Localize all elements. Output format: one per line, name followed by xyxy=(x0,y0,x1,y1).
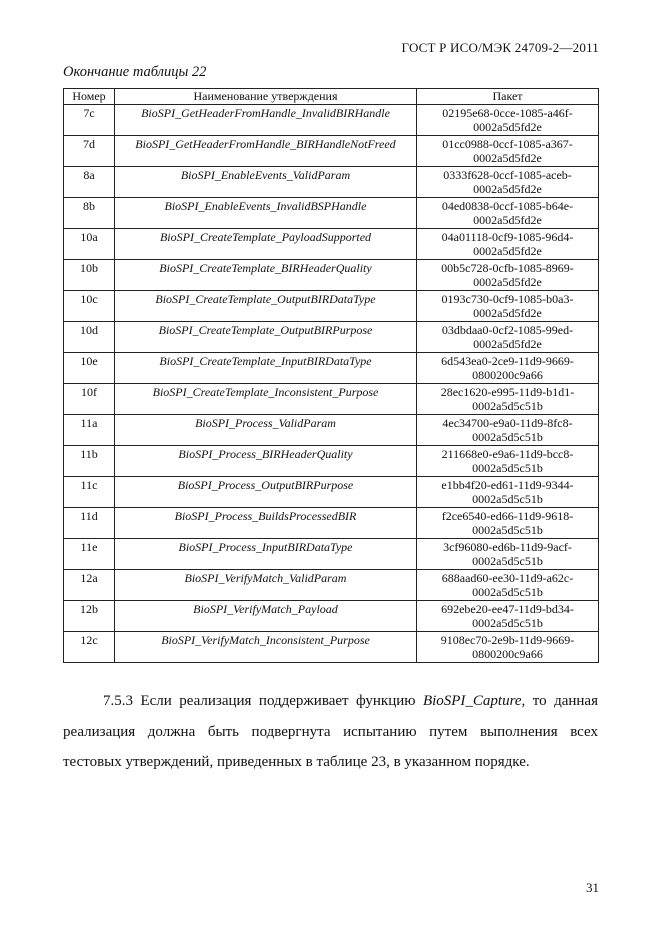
package-id xyxy=(417,538,599,569)
assertion-name: BioSPI_GetHeaderFromHandle_InvalidBIRHandle xyxy=(115,104,417,135)
row-number: 10c xyxy=(64,290,115,321)
package-id xyxy=(417,507,599,538)
paragraph-text-part2: , то данная реализация должна быть подвергнута испытанию путем выполнения всех тестовых утверждений, приведенных в таблице 23, в указанном порядке. xyxy=(63,693,598,770)
package-id-line2: 0002a5d5fd2e xyxy=(473,306,542,320)
package-id xyxy=(417,259,599,290)
package-id-line2: 0002a5d5c51b xyxy=(472,523,543,537)
row-number: 10e xyxy=(64,352,115,383)
row-number: 11b xyxy=(64,445,115,476)
assertion-name: BioSPI_EnableEvents_InvalidBSPHandle xyxy=(115,197,417,228)
column-header-package: Пакет xyxy=(417,89,599,105)
package-id-line2: 0002a5d5c51b xyxy=(472,585,543,599)
assertion-name: BioSPI_EnableEvents_ValidParam xyxy=(115,166,417,197)
package-id-line1: 9108ec70-2e9b-11d9-9669- xyxy=(440,632,575,647)
package-id xyxy=(417,383,599,414)
assertion-name: BioSPI_GetHeaderFromHandle_BIRHandleNotFreed xyxy=(115,135,417,166)
package-id xyxy=(417,166,599,197)
package-id-line2: 0002a5d5c51b xyxy=(472,554,543,568)
table-row xyxy=(64,569,599,600)
row-number: 11d xyxy=(64,507,115,538)
assertion-name: BioSPI_Process_BuildsProcessedBIR xyxy=(115,507,417,538)
page-number: 31 xyxy=(586,880,599,895)
row-number: 11e xyxy=(64,538,115,569)
column-header-number: Номер xyxy=(64,89,115,105)
row-number: 11c xyxy=(64,476,115,507)
package-id xyxy=(417,445,599,476)
table-row xyxy=(64,414,599,445)
table-row xyxy=(64,228,599,259)
row-number: 7c xyxy=(64,104,115,135)
table-caption: Окончание таблицы 22 xyxy=(63,64,207,80)
package-id-line2: 0800200c9a66 xyxy=(472,647,543,661)
package-id xyxy=(417,600,599,631)
table-row xyxy=(64,259,599,290)
assertion-name: BioSPI_CreateTemplate_PayloadSupported xyxy=(115,228,417,259)
row-number: 7d xyxy=(64,135,115,166)
package-id-line1: f2ce6540-ed66-11d9-9618- xyxy=(441,508,574,523)
package-id xyxy=(417,135,599,166)
column-header-assertion-name: Наименование утверждения xyxy=(115,89,417,105)
table-row xyxy=(64,476,599,507)
row-number: 12a xyxy=(64,569,115,600)
package-id xyxy=(417,631,599,662)
assertion-name: BioSPI_VerifyMatch_Payload xyxy=(115,600,417,631)
package-id xyxy=(417,476,599,507)
row-number: 8a xyxy=(64,166,115,197)
assertion-name: BioSPI_CreateTemplate_OutputBIRPurpose xyxy=(115,321,417,352)
package-id xyxy=(417,104,599,135)
table-row xyxy=(64,321,599,352)
assertions-table xyxy=(63,88,599,663)
table-body xyxy=(64,104,599,662)
assertion-name: BioSPI_CreateTemplate_Inconsistent_Purpose xyxy=(115,383,417,414)
table-row xyxy=(64,352,599,383)
package-id-line2: 0002a5d5fd2e xyxy=(473,244,542,258)
package-id-line1: 0333f628-0ccf-1085-aceb- xyxy=(443,167,572,182)
package-id-line1: 28ec1620-e995-11d9-b1d1- xyxy=(440,384,575,399)
table-header-row xyxy=(64,89,599,105)
assertion-name: BioSPI_VerifyMatch_Inconsistent_Purpose xyxy=(115,631,417,662)
package-id-line1: 04ed0838-0ccf-1085-b64e- xyxy=(441,198,574,213)
row-number: 11a xyxy=(64,414,115,445)
package-id-line1: e1bb4f20-ed61-11d9-9344- xyxy=(441,477,574,492)
document-header: ГОСТ Р ИСО/МЭК 24709-2—2011 xyxy=(401,40,599,55)
package-id-line1: 688aad60-ee30-11d9-a62c- xyxy=(441,570,574,585)
row-number: 10f xyxy=(64,383,115,414)
assertion-name: BioSPI_Process_BIRHeaderQuality xyxy=(115,445,417,476)
paragraph-text-part1: 7.5.3 Если реализация поддерживает функцию xyxy=(103,693,423,709)
assertion-name: BioSPI_CreateTemplate_OutputBIRDataType xyxy=(115,290,417,321)
table-row xyxy=(64,104,599,135)
table-row xyxy=(64,290,599,321)
package-id-line2: 0002a5d5c51b xyxy=(472,492,543,506)
package-id-line1: 692ebe20-ee47-11d9-bd34- xyxy=(441,601,574,616)
package-id-line2: 0002a5d5fd2e xyxy=(473,120,542,134)
function-name: BioSPI_Capture xyxy=(422,693,522,709)
row-number: 10d xyxy=(64,321,115,352)
package-id-line2: 0800200c9a66 xyxy=(472,368,543,382)
assertion-name: BioSPI_Process_ValidParam xyxy=(115,414,417,445)
package-id-line1: 04a01118-0cf9-1085-96d4- xyxy=(441,229,574,244)
package-id-line1: 00b5c728-0cfb-1085-8969- xyxy=(441,260,574,275)
package-id-line1: 0193c730-0cf9-1085-b0a3- xyxy=(441,291,574,306)
package-id xyxy=(417,197,599,228)
assertion-name: BioSPI_CreateTemplate_BIRHeaderQuality xyxy=(115,259,417,290)
assertion-name: BioSPI_Process_OutputBIRPurpose xyxy=(115,476,417,507)
package-id-line1: 03dbdaa0-0cf2-1085-99ed- xyxy=(441,322,574,337)
assertion-name: BioSPI_VerifyMatch_ValidParam xyxy=(115,569,417,600)
assertion-name: BioSPI_CreateTemplate_InputBIRDataType xyxy=(115,352,417,383)
row-number: 12c xyxy=(64,631,115,662)
row-number: 10a xyxy=(64,228,115,259)
package-id-line1: 211668e0-e9a6-11d9-bcc8- xyxy=(441,446,574,461)
table-row xyxy=(64,135,599,166)
package-id-line1: 3cf96080-ed6b-11d9-9acf- xyxy=(443,539,572,554)
row-number: 12b xyxy=(64,600,115,631)
package-id xyxy=(417,321,599,352)
package-id-line2: 0002a5d5fd2e xyxy=(473,337,542,351)
assertion-name: BioSPI_Process_InputBIRDataType xyxy=(115,538,417,569)
package-id-line2: 0002a5d5c51b xyxy=(472,616,543,630)
package-id xyxy=(417,352,599,383)
table-row xyxy=(64,631,599,662)
package-id-line2: 0002a5d5fd2e xyxy=(473,275,542,289)
table-row xyxy=(64,197,599,228)
package-id xyxy=(417,569,599,600)
package-id-line1: 02195e68-0cce-1085-a46f- xyxy=(442,105,573,120)
package-id xyxy=(417,228,599,259)
table-row xyxy=(64,166,599,197)
package-id-line1: 4ec34700-e9a0-11d9-8fc8- xyxy=(442,415,573,430)
package-id-line2: 0002a5d5c51b xyxy=(472,399,543,413)
package-id-line2: 0002a5d5fd2e xyxy=(473,151,542,165)
package-id-line2: 0002a5d5fd2e xyxy=(473,182,542,196)
package-id xyxy=(417,290,599,321)
body-paragraph xyxy=(63,686,598,778)
package-id-line2: 0002a5d5c51b xyxy=(472,461,543,475)
package-id-line1: 6d543ea0-2ce9-11d9-9669- xyxy=(441,353,574,368)
table-row xyxy=(64,383,599,414)
table-row xyxy=(64,445,599,476)
table-row xyxy=(64,600,599,631)
table-row xyxy=(64,538,599,569)
package-id-line1: 01cc0988-0ccf-1085-a367- xyxy=(442,136,573,151)
package-id xyxy=(417,414,599,445)
row-number: 10b xyxy=(64,259,115,290)
row-number: 8b xyxy=(64,197,115,228)
package-id-line2: 0002a5d5c51b xyxy=(472,430,543,444)
package-id-line2: 0002a5d5fd2e xyxy=(473,213,542,227)
table-row xyxy=(64,507,599,538)
